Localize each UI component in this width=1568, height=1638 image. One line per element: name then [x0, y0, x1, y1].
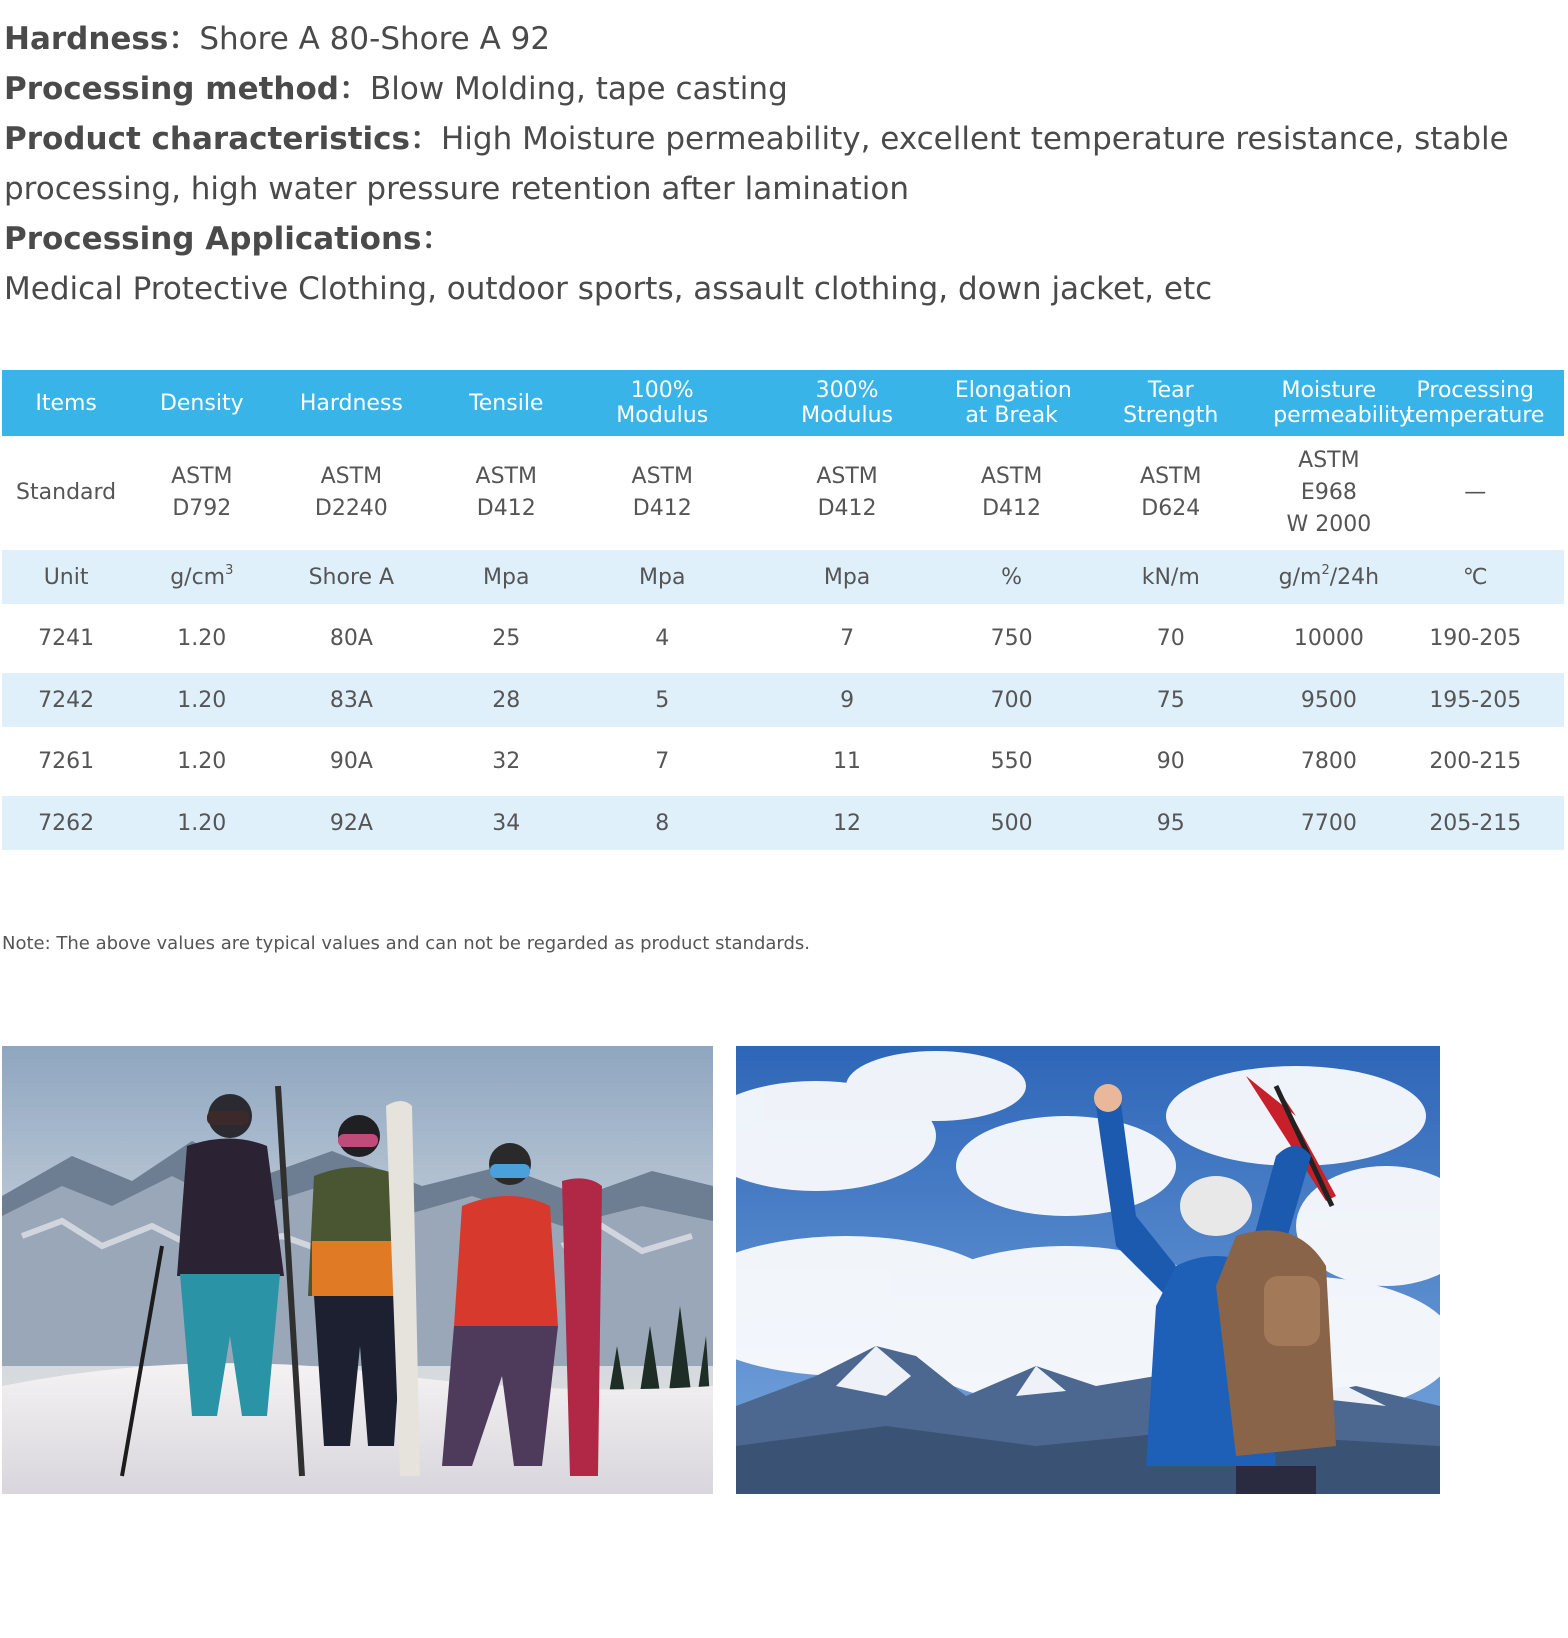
header-tensile: Tensile — [429, 370, 583, 436]
unit-row — [2, 550, 1564, 604]
standard-cell: ASTM D412 — [816, 464, 878, 521]
hardness-value: Shore A 80-Shore A 92 — [199, 21, 551, 57]
header-moisture: Moisture permeability — [1271, 370, 1386, 436]
unit-100-modulus: Mpa — [583, 550, 741, 604]
unit-hardness: Shore A — [273, 550, 429, 604]
skiers-photo — [2, 1046, 713, 1494]
unit-moisture: $g/m^2/24h$ — [1271, 550, 1386, 604]
header-elongation: Elongation at Break — [953, 370, 1071, 436]
standard-cell: — — [1464, 480, 1487, 505]
characteristics-label: Product characteristics： — [4, 121, 441, 157]
cell-elongation: 750 — [990, 626, 1033, 651]
standard-cell: ASTM D792 — [171, 464, 233, 521]
cell-grade: 7241 — [38, 626, 95, 651]
cell-moisture: 10000 — [1293, 626, 1364, 651]
standard-cell: ASTM E968 W 2000 — [1286, 448, 1372, 537]
standard-cell: ASTM D624 — [1140, 464, 1202, 521]
unit-tensile: Mpa — [429, 550, 583, 604]
cell-moisture: 7700 — [1271, 796, 1386, 850]
header-items: Items — [2, 370, 130, 436]
cell-tensile: 25 — [492, 626, 521, 651]
table-row — [2, 673, 1564, 727]
table-header-row — [2, 370, 1564, 436]
applications-line — [4, 264, 1544, 314]
cell-density: 1.20 — [177, 749, 227, 774]
cell-300-modulus: 11 — [833, 749, 862, 774]
table-row — [2, 796, 1564, 850]
cell-tensile: 28 — [429, 673, 583, 727]
cell-temperature: 195-205 — [1387, 673, 1564, 727]
cell-hardness: 80A — [329, 626, 373, 651]
method-line — [4, 64, 1544, 114]
cell-300-modulus: 9 — [741, 673, 953, 727]
cell-hardness: 92A — [273, 796, 429, 850]
cell-density: 1.20 — [130, 673, 273, 727]
standard-cell: ASTM D412 — [980, 464, 1043, 521]
characteristics-value: High Moisture permeability, excellent temperature resistance, stable processing, high water pressure retention after lamination — [4, 121, 1509, 207]
applications-value: Medical Protective Clothing, outdoor sports, assault clothing, down jacket, etc — [4, 271, 1213, 307]
cell-100-modulus: 8 — [583, 796, 741, 850]
hardness-label: Hardness： — [4, 21, 200, 57]
cell-tear: 75 — [1070, 673, 1271, 727]
table-row — [2, 727, 1564, 796]
cell-tensile: 34 — [429, 796, 583, 850]
characteristics-line — [4, 114, 1544, 214]
cell-tear: 70 — [1156, 626, 1185, 651]
standard-cell: ASTM D2240 — [314, 464, 388, 521]
cell-moisture: 9500 — [1271, 673, 1386, 727]
cell-density: 1.20 — [130, 796, 273, 850]
cell-tear: 95 — [1070, 796, 1271, 850]
cell-hardness: 90A — [329, 749, 373, 774]
cell-elongation: 700 — [953, 673, 1071, 727]
cell-elongation: 550 — [990, 749, 1033, 774]
cell-temperature: 205-215 — [1387, 796, 1564, 850]
cell-hardness: 83A — [273, 673, 429, 727]
applications-heading — [4, 214, 1544, 264]
cell-300-modulus: 7 — [840, 626, 855, 651]
header-tear-strength: Tear Strength — [1070, 370, 1271, 436]
header-300-modulus: 300% Modulus — [741, 370, 953, 436]
cell-grade: 7261 — [38, 749, 95, 774]
unit-elongation: % — [953, 550, 1071, 604]
cell-300-modulus: 12 — [741, 796, 953, 850]
climber-photo — [736, 1046, 1440, 1494]
unit-density: $g/cm^3$ — [130, 550, 273, 604]
cell-grade: 7242 — [2, 673, 130, 727]
cell-temperature: 190-205 — [1429, 626, 1522, 651]
cell-grade: 7262 — [2, 796, 130, 850]
cell-100-modulus: 5 — [583, 673, 741, 727]
cell-100-modulus: 4 — [655, 626, 670, 651]
header-processing-temp: Processing temperature — [1387, 370, 1564, 436]
standard-label: Standard — [16, 480, 117, 505]
method-value: Blow Molding, tape casting — [370, 71, 788, 107]
cell-elongation: 500 — [953, 796, 1071, 850]
standard-cell: ASTM D412 — [475, 464, 537, 521]
unit-300-modulus: Mpa — [741, 550, 953, 604]
header-hardness: Hardness — [273, 370, 429, 436]
cell-100-modulus: 7 — [655, 749, 670, 774]
cell-moisture: 7800 — [1300, 749, 1357, 774]
applications-label: Processing Applications： — [4, 221, 453, 257]
cell-density: 1.20 — [177, 626, 227, 651]
header-100-modulus: 100% Modulus — [583, 370, 741, 436]
standard-cell: ASTM D412 — [631, 464, 693, 521]
unit-temperature: ℃ — [1387, 550, 1564, 604]
standard-row — [2, 436, 1564, 550]
method-label: Processing method： — [4, 71, 370, 107]
cell-tear: 90 — [1156, 749, 1185, 774]
properties-table — [2, 370, 1564, 850]
typical-values-note: Note: The above values are typical values and can not be regarded as product standards. — [2, 933, 811, 954]
unit-label: Unit — [2, 550, 130, 604]
header-density: Density — [130, 370, 273, 436]
cell-temperature: 200-215 — [1429, 749, 1522, 774]
skiers-illustration — [2, 1046, 713, 1494]
table-row — [2, 604, 1564, 673]
unit-tear: kN/m — [1070, 550, 1271, 604]
product-specs — [4, 14, 1544, 314]
cell-tensile: 32 — [492, 749, 521, 774]
hardness-line — [4, 14, 1544, 64]
climber-illustration — [736, 1046, 1440, 1494]
